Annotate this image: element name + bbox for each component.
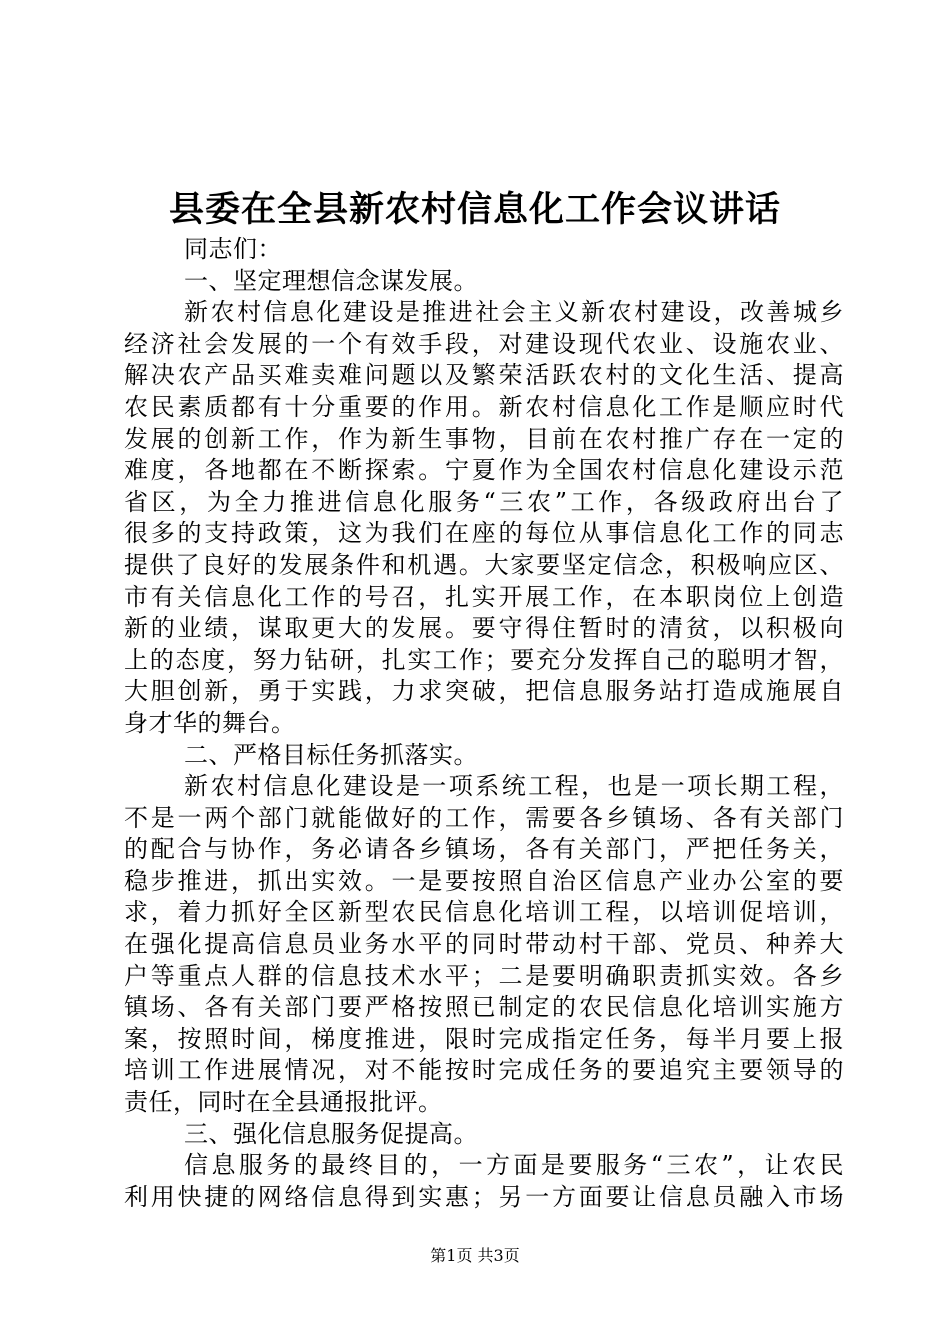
body-line: 市有关信息化工作的号召，扎实开展工作，在本职岗位上创造	[124, 582, 844, 611]
body-line: 二、严格目标任务抓落实。	[184, 740, 478, 769]
body-line: 利用快捷的网络信息得到实惠；另一方面要让信息员融入市场	[124, 1182, 844, 1211]
body-line: 同志们：	[184, 235, 282, 263]
body-line: 提供了良好的发展条件和机遇。大家要坚定信念，积极响应区、	[124, 550, 844, 579]
body-line: 新农村信息化建设是推进社会主义新农村建设，改善城乡	[184, 298, 844, 327]
body-line: 解决农产品买难卖难问题以及繁荣活跃农村的文化生活、提高	[124, 361, 844, 390]
body-line: 镇场、各有关部门要严格按照已制定的农民信息化培训实施方	[124, 993, 844, 1022]
body-line: 身才华的舞台。	[124, 708, 296, 737]
body-line: 省区，为全力推进信息化服务“三农”工作，各级政府出台了	[124, 487, 844, 516]
body-line: 在强化提高信息员业务水平的同时带动村干部、党员、种养大	[124, 930, 844, 959]
body-line: 很多的支持政策，这为我们在座的每位从事信息化工作的同志	[124, 519, 844, 548]
body-line: 求，着力抓好全区新型农民信息化培训工程，以培训促培训，	[124, 898, 844, 927]
body-line: 案，按照时间，梯度推进，限时完成指定任务，每半月要上报	[124, 1024, 844, 1053]
body-line: 户等重点人群的信息技术水平；二是要明确职责抓实效。各乡	[124, 961, 844, 990]
body-line: 经济社会发展的一个有效手段，对建设现代农业、设施农业、	[124, 329, 844, 358]
page-footer: 第1页 共3页	[430, 1246, 520, 1265]
body-line: 稳步推进，抓出实效。一是要按照自治区信息产业办公室的要	[124, 866, 844, 895]
body-line: 上的态度，努力钻研，扎实工作；要充分发挥自己的聪明才智，	[124, 645, 844, 674]
body-line: 不是一两个部门就能做好的工作，需要各乡镇场、各有关部门	[124, 803, 844, 832]
body-line: 新的业绩，谋取更大的发展。要守得住暂时的清贫，以积极向	[124, 614, 844, 643]
document-body	[124, 234, 844, 1213]
body-line: 的配合与协作，务必请各乡镇场，各有关部门，严把任务关，	[124, 835, 844, 864]
body-line: 责任，同时在全县通报批评。	[124, 1088, 443, 1117]
body-line: 三、强化信息服务促提高。	[184, 1119, 478, 1148]
body-line: 培训工作进展情况，对不能按时完成任务的要追究主要领导的	[124, 1056, 844, 1085]
body-line: 农民素质都有十分重要的作用。新农村信息化工作是顺应时代	[124, 392, 844, 421]
body-line: 发展的创新工作，作为新生事物，目前在农村推广存在一定的	[124, 424, 844, 453]
body-line: 一、坚定理想信念谋发展。	[184, 266, 478, 295]
body-line: 信息服务的最终目的，一方面是要服务“三农”，让农民	[184, 1151, 844, 1180]
body-line: 新农村信息化建设是一项系统工程，也是一项长期工程，	[184, 772, 844, 801]
body-line: 大胆创新，勇于实践，力求突破，把信息服务站打造成施展自	[124, 677, 844, 706]
document-title: 县委在全县新农村信息化工作会议讲话	[168, 189, 781, 230]
body-line: 难度，各地都在不断探索。宁夏作为全国农村信息化建设示范	[124, 456, 844, 485]
